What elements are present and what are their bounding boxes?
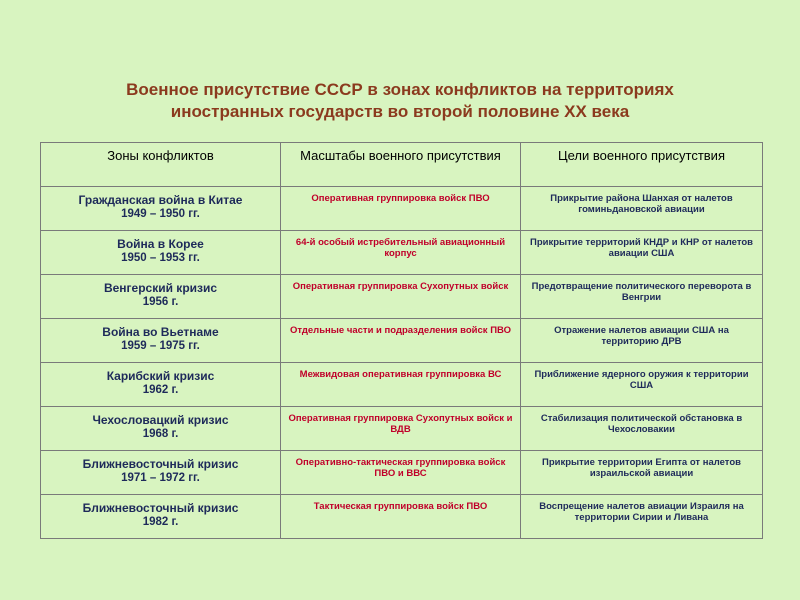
- zone-years: 1949 – 1950 гг.: [121, 208, 200, 220]
- zone-cell: [41, 495, 281, 539]
- page-title: [40, 79, 760, 123]
- conflicts-table: [40, 142, 763, 539]
- zone-name: Карибский кризис: [106, 369, 215, 383]
- table-row: [41, 319, 763, 363]
- goal-cell: Прикрытие территории Египта от налетов израильской авиации: [521, 451, 763, 495]
- zone-years: 1959 – 1975 гг.: [121, 340, 200, 352]
- table-row: [41, 451, 763, 495]
- zone-cell: [41, 451, 281, 495]
- goal-cell: Прикрытие территорий КНДР и КНР от налетов авиации США: [521, 231, 763, 275]
- scale-cell: Тактическая группировка войск ПВО: [281, 495, 521, 539]
- zone-years: 1968 г.: [142, 428, 179, 440]
- zone-name: Венгерский кризис: [103, 281, 218, 295]
- table-row: [41, 407, 763, 451]
- zone-years: 1971 – 1972 гг.: [121, 472, 200, 484]
- table-header-row: [41, 143, 763, 187]
- zone-years: 1956 г.: [142, 296, 179, 308]
- goal-cell: Стабилизация политической обстановка в Чехословакии: [521, 407, 763, 451]
- zone-cell: [41, 275, 281, 319]
- zone-cell: [41, 187, 281, 231]
- goal-cell: Приближение ядерного оружия к территории США: [521, 363, 763, 407]
- goal-cell: Отражение налетов авиации США на территорию ДРВ: [521, 319, 763, 363]
- header-zones: Зоны конфликтов: [41, 143, 281, 187]
- scale-cell: Оперативно-тактическая группировка войск ПВО и ВВС: [281, 451, 521, 495]
- zone-name: Ближневосточный кризис: [82, 501, 239, 515]
- zone-name: Война в Корее: [117, 237, 204, 251]
- scale-cell: Оперативная группировка Сухопутных войск и ВДВ: [281, 407, 521, 451]
- zone-name: Война во Вьетнаме: [102, 325, 219, 339]
- goal-cell: Предотвращение политического переворота в Венгрии: [521, 275, 763, 319]
- zone-name: Ближневосточный кризис: [82, 457, 239, 471]
- zone-cell: [41, 363, 281, 407]
- table-row: [41, 231, 763, 275]
- goal-cell: Прикрытие района Шанхая от налетов гоминьдановской авиации: [521, 187, 763, 231]
- page-title-line-2: иностранных государств во второй половине XX века: [170, 102, 630, 121]
- zone-cell: [41, 231, 281, 275]
- zone-years: 1962 г.: [142, 384, 179, 396]
- zone-cell: [41, 407, 281, 451]
- page-title-line-1: Военное присутствие СССР в зонах конфликтов на территориях: [126, 80, 674, 99]
- header-scale: Масштабы военного присутствия: [281, 143, 521, 187]
- zone-name: Чехословацкий кризис: [92, 413, 229, 427]
- table-row: [41, 495, 763, 539]
- zone-cell: [41, 319, 281, 363]
- scale-cell: Межвидовая оперативная группировка ВС: [281, 363, 521, 407]
- table-row: [41, 363, 763, 407]
- header-goals: Цели военного присутствия: [521, 143, 763, 187]
- scale-cell: Отдельные части и подразделения войск ПВО: [281, 319, 521, 363]
- table-row: [41, 275, 763, 319]
- zone-years: 1950 – 1953 гг.: [121, 252, 200, 264]
- scale-cell: Оперативная группировка войск ПВО: [281, 187, 521, 231]
- goal-cell: Воспрещение налетов авиации Израиля на территории Сирии и Ливана: [521, 495, 763, 539]
- table-row: [41, 187, 763, 231]
- zone-years: 1982 г.: [142, 516, 179, 528]
- zone-name: Гражданская война в Китае: [78, 193, 243, 207]
- scale-cell: 64-й особый истребительный авиационный корпус: [281, 231, 521, 275]
- scale-cell: Оперативная группировка Сухопутных войск: [281, 275, 521, 319]
